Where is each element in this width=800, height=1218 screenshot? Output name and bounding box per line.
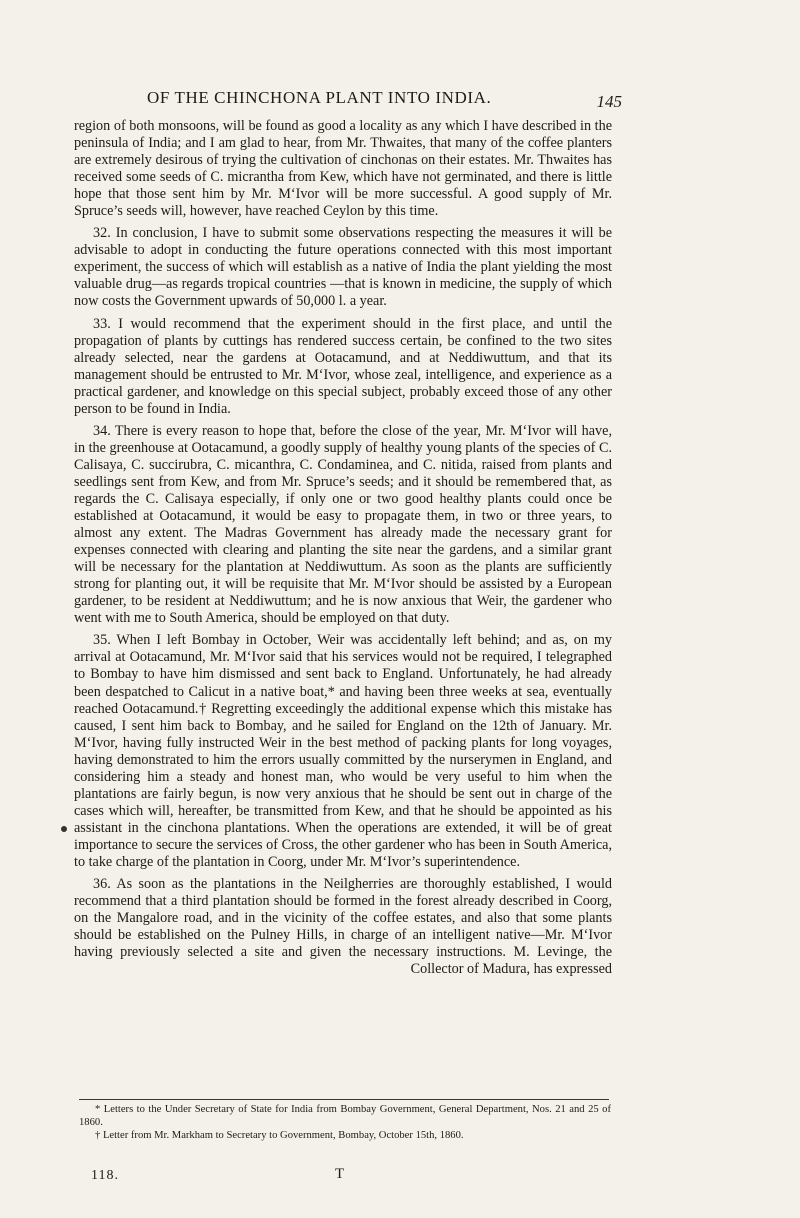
paragraph-32: 32. In conclusion, I have to submit some observations respecting the measures it will be advisable to adopt in conducting the future operations connected with this most important experiment, the success of which will establish as a native of India the plant yielding the most valuable drug—as regards tropical countries —that is known in medicine, the supply of which now costs the Government upwards of 50,000 l. a year. xyxy=(74,225,612,310)
paragraph-continued: region of both monsoons, will be found as good a locality as any which I have described in the peninsula of India; and I am glad to hear, from Mr. Thwaites, that many of the coffee planters are extremely desirous of trying the cultivation of cinchonas on their estates. Mr. Thwaites has received some seeds of C. micrantha from Kew, which have not germinated, and there is little hope that those sent him by Mr. M‘Ivor will be more successful. A good supply of Mr. Spruce’s seeds will, however, have reached Ceylon by this time. xyxy=(74,118,612,220)
footnotes xyxy=(79,1103,611,1143)
footnote-2: † Letter from Mr. Markham to Secretary to Government, Bombay, October 15th, 1860. xyxy=(95,1130,464,1142)
running-head xyxy=(74,88,622,118)
paragraph-33: 33. I would recommend that the experiment should in the first place, and until the propagation of plants by cuttings has rendered success certain, be confined to the two sites already selected, near the gardens at Ootacamund, and at Neddiwuttum, and that its management should be entrusted to Mr. M‘Ivor, whose zeal, intelligence, and experience as a practical gardener, and knowledge on this special subject, probably exceed those of any other person to be found in India. xyxy=(74,315,612,417)
signature-letter: T xyxy=(335,1166,345,1182)
signature-number: 118. xyxy=(91,1168,119,1183)
margin-mark xyxy=(61,826,67,832)
footnote-1: * Letters to the Under Secretary of State for India from Bombay Government, General Department, Nos. 21 and 25 of 1860. xyxy=(79,1104,611,1129)
footnote-divider xyxy=(79,1099,609,1100)
paragraph-34: 34. There is every reason to hope that, before the close of the year, Mr. M‘Ivor will have, in the greenhouse at Ootacamund, a goodly supply of healthy young plants of the species of C. Calisaya, C. succirubra, C. micanthra, C. Condaminea, and C. nitida, raised from plants and seedlings sent from Kew, and from Mr. Spruce’s seeds; and it should be remembered that, as regards the C. Calisaya especially, if only one or two good healthy plants could once be established at Ootacamund, it would be easy to propagate them, in two or three years, to almost any extent. The Madras Government has already made the necessary grant for expenses connected with clearing and planting the site near the gardens, and a similar grant will be necessary for the plantation at Neddiwuttum. As soon as the plants are sufficiently strong for planting out, it will be requisite that Mr. M‘Ivor should be assisted by a European gardener, to be resident at Neddiwuttum; and he is now anxious that Weir, the gardener who went with me to South America, should be employed on that duty. xyxy=(74,422,612,627)
book-page xyxy=(74,88,622,978)
running-title: OF THE CHINCHONA PLANT INTO INDIA. xyxy=(147,88,492,107)
paragraph-36: 36. As soon as the plantations in the Neilgherries are thoroughly established, I would recommend that a third plantation should be formed in the forest already described in Coorg, on the Mangalore road, and in the vicinity of the coffee estates, and also that some plants should be established on the Pulney Hills, in charge of an intelligent native—Mr. M‘Ivor having previously selected a site and given the necessary instructions. M. Levinge, the Collector of Madura, has expressed xyxy=(74,876,612,978)
paragraph-35: 35. When I left Bombay in October, Weir was accidentally left behind; and as, on my arrival at Ootacamund, Mr. M‘Ivor said that his services would not be required, I telegraphed to Bombay to have him dismissed and sent back to England. Unfortunately, he had already been despatched to Calicut in a native boat,* and having been three weeks at sea, eventually reached Ootacamund.† Regretting exceedingly the additional expense which this mistake has caused, I sent him back to Bombay, and he sailed for England on the 12th of January. Mr. M‘Ivor, having fully instructed Weir in the best method of packing plants for long voyages, having demonstrated to him the errors usually committed by the nurserymen in England, and considering him a steady and honest man, who would be very useful to him when the plantations are fairly begun, is now very anxious that he should be sent out in charge of the cases which will, hereafter, be transmitted from Kew, and that he should be appointed as his assistant in the cinchona plantations. When the operations are extended, it will be of great importance to secure the services of Cross, the other gardener who has been in South America, to take charge of the plantation in Coorg, under Mr. M‘Ivor’s superintendence. xyxy=(74,632,612,870)
page-number: 145 xyxy=(596,92,622,111)
